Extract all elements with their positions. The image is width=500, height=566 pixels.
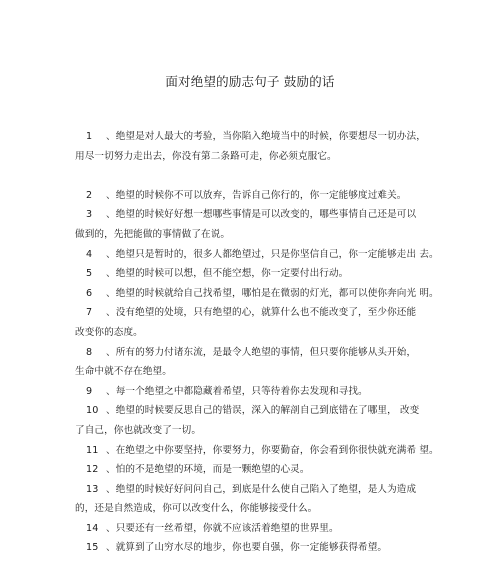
item-number: 9 [86,385,93,397]
item-first-line [0,441,500,461]
list-item [0,284,500,304]
item-first-line [0,401,500,421]
item-number: 11 [86,444,99,456]
item-first-line [0,343,500,363]
sentence-list [0,127,500,558]
page-title: 面对绝望的励志句子 鼓励的话 [165,74,335,89]
item-text: 、绝望的时候你不可以放弃，告诉自己你行的，你一定能够度过难关。 [106,189,407,201]
item-number: 10 [86,405,99,417]
item-number: 15 [86,542,99,554]
list-item [0,538,500,558]
list-item [0,382,500,402]
item-text: 、绝望的时候好好想一想哪些事情是可以改变的，哪些事情自己还是可以 [106,209,417,221]
item-first-line [0,127,500,147]
item-first-line [0,245,500,265]
item-text: 、绝望的时候就给自己找希望，哪怕是在微弱的灯光，都可以使你奔向光 明。 [106,287,439,299]
list-item [0,480,500,519]
item-text: 、绝望的时候要反思自己的错误，深入的解剖自己到底错在了哪里， 改变 [106,405,420,417]
item-first-line [0,382,500,402]
list-item [0,303,500,342]
item-first-line [0,303,500,323]
item-number: 13 [86,483,99,495]
item-text: 、每一个绝望之中都隐藏着希望，只等待着你去发现和寻找。 [106,385,368,397]
item-text: 、所有的努力付诸东流，是最令人绝望的事情，但只要你能够从头开始， [106,346,417,358]
list-item [0,401,500,440]
item-first-line [0,186,500,206]
item-text: 、只要还有一丝希望，你就不应该活着绝望的世界里。 [106,522,339,534]
item-first-line [0,538,500,558]
item-number: 5 [86,268,93,280]
list-item [0,441,500,461]
item-number: 12 [86,464,99,476]
item-continuation-line: 生命中就不存在绝望。 [75,366,172,378]
item-text: 、就算到了山穷水尽的地步，你也要自强，你一定能够获得希望。 [106,542,388,554]
item-continuation-line: 改变你的态度。 [75,326,143,338]
item-text: 、没有绝望的处境，只有绝望的心，就算什么也不能改变了，至少你还能 [106,307,417,319]
item-number: 14 [86,522,99,534]
item-continuation-line: 了自己，你也就改变了一切。 [75,424,202,436]
item-first-line [0,264,500,284]
item-first-line [0,205,500,225]
item-text: 、绝望的时候好好问问自己，到底是什么使自己陷入了绝望，是人为造成 [106,483,417,495]
item-first-line [0,460,500,480]
item-continuation-line: 做到的，先把能做的事情做了在说。 [75,228,231,240]
item-text: 、怕的不是绝望的环境，而是一颗绝望的心灵。 [106,464,310,476]
item-number: 7 [86,307,93,319]
item-number: 4 [86,248,93,260]
item-number: 8 [86,346,93,358]
item-number: 2 [86,189,93,201]
item-text: 、绝望的时候可以想，但不能空想，你一定要付出行动。 [106,268,349,280]
list-item [0,205,500,244]
item-text: 、在绝望之中你要坚持，你要努力，你要勤奋，你会看到你很快就充满希 望。 [106,444,439,456]
item-first-line [0,284,500,304]
list-item [0,127,500,166]
item-first-line [0,480,500,500]
list-item [0,460,500,480]
list-item [0,343,500,382]
list-item [0,186,500,206]
list-item [0,245,500,265]
list-item [0,264,500,284]
item-number: 3 [86,209,93,221]
item-text: 、绝望是对人最大的考验，当你陷入绝境当中的时候，你要想尽一切办法， [106,131,426,142]
item-first-line [0,519,500,539]
item-continuation-line: 用尽一切努力走出去，你没有第二条路可走，你必须克服它。 [75,150,337,162]
item-number: 6 [86,287,93,299]
item-number: 1 [86,131,93,142]
list-item [0,519,500,539]
item-text: 、绝望只是暂时的，很多人都绝望过，只是你坚信自己，你一定能够走出 去。 [106,248,439,260]
item-continuation-line: 的，还是自然造成，你可以改变什么，你能够接受什么。 [75,503,318,515]
